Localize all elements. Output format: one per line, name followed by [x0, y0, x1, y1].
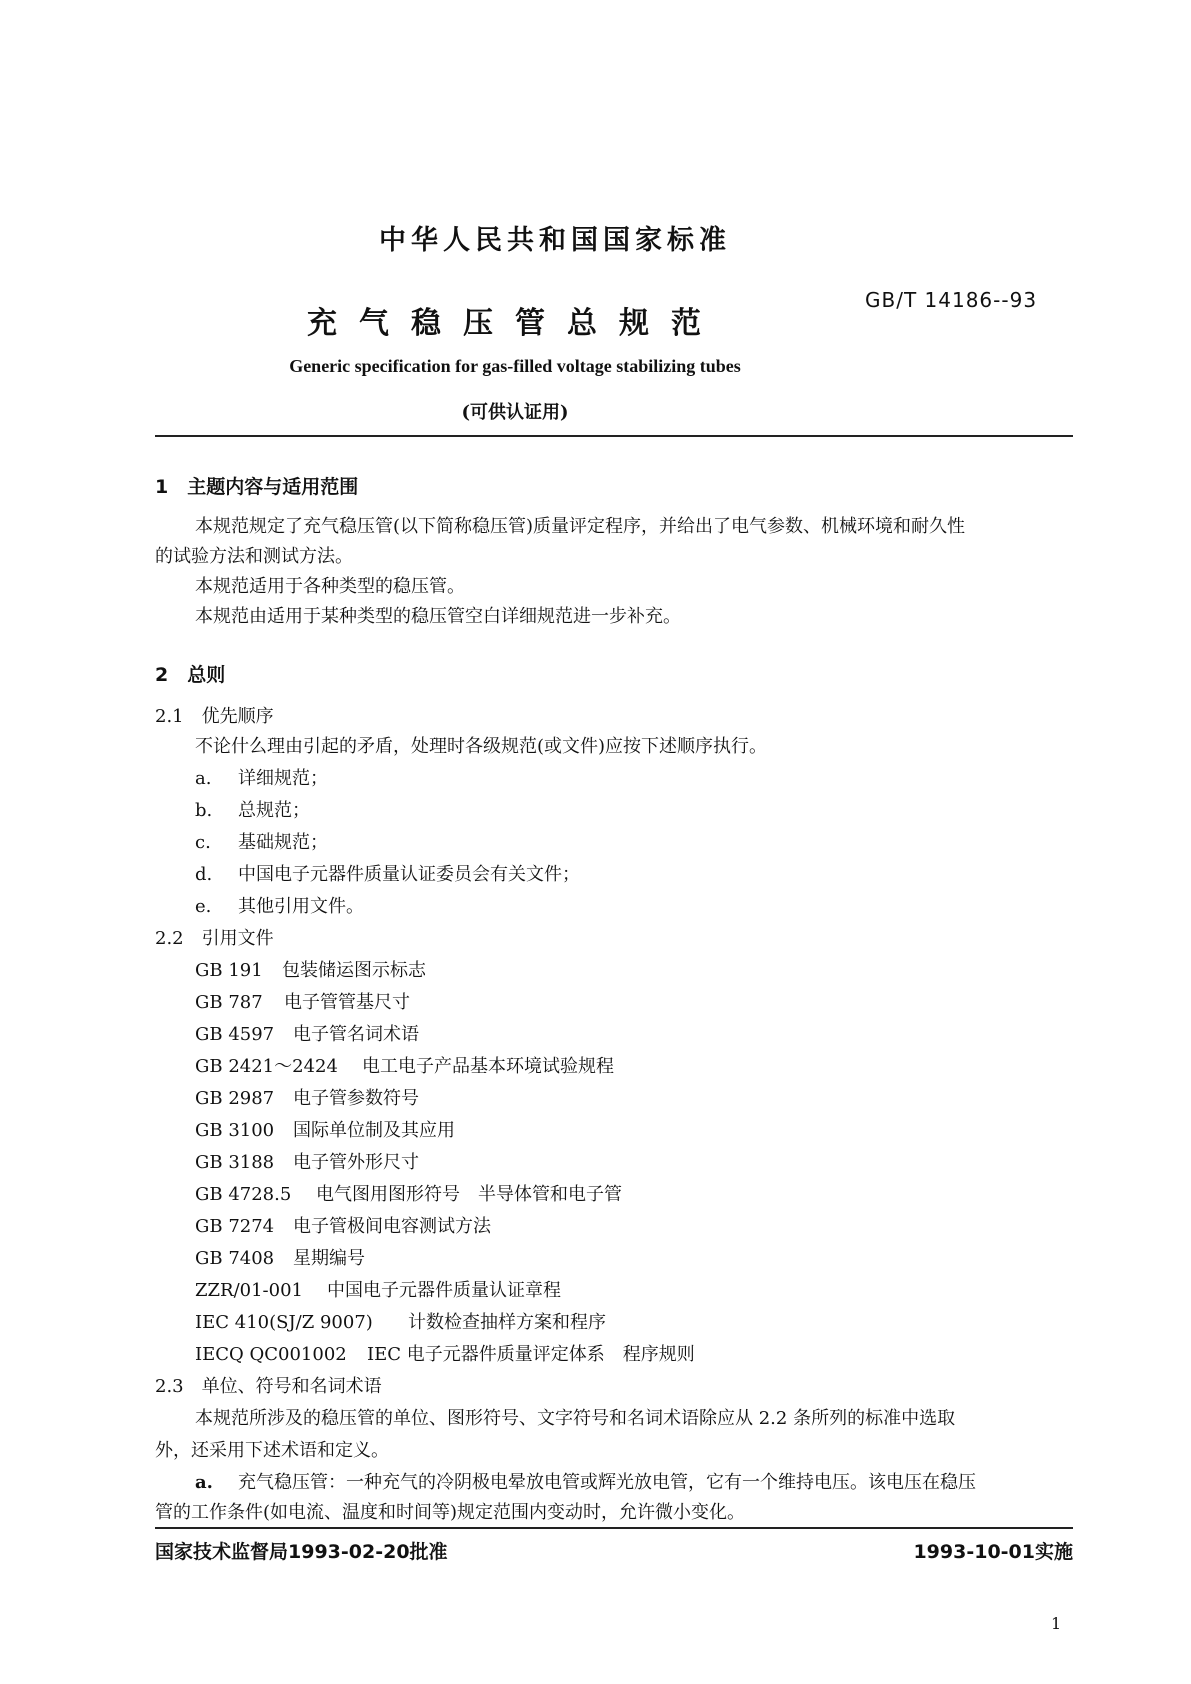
approval-line: 国家技术监督局1993-02-20批准 [155, 1541, 448, 1563]
reference-code: GB 7274 [195, 1216, 275, 1237]
reference-title: 电子管名词术语 [293, 1024, 419, 1045]
reference-title: IEC 电子元器件质量评定体系 程序规则 [367, 1344, 695, 1365]
definition-text-line: 充气稳压管：一种充气的冷阴极电晕放电管或辉光放电管，它有一个维持电压。该电压在稳压 [238, 1472, 976, 1493]
reference-code: ZZR/01-001 [195, 1280, 303, 1301]
list-item-text: 其他引用文件。 [238, 896, 364, 917]
list-item-text: 中国电子元器件质量认证委员会有关文件； [238, 864, 580, 885]
section-1-heading: 1 主题内容与适用范围 [155, 476, 359, 498]
definition-text-line: 管的工作条件(如电流、温度和时间等)规定范围内变动时，允许微小变化。 [155, 1502, 746, 1523]
reference-code: GB 2421～2424 [195, 1056, 338, 1077]
reference-title: 中国电子元器件质量认证章程 [327, 1280, 561, 1301]
section-1-paragraph: 本规范由适用于某种类型的稳压管空白详细规范进一步补充。 [195, 606, 681, 627]
reference-title: 电子管参数符号 [293, 1088, 419, 1109]
section-1-paragraph-line: 的试验方法和测试方法。 [155, 546, 353, 567]
reference-title: 电子管管基尺寸 [284, 992, 410, 1013]
header-divider [155, 435, 1073, 437]
reference-code: GB 4597 [195, 1024, 275, 1045]
reference-code: IECQ QC001002 [195, 1344, 347, 1365]
reference-code: GB 3100 [195, 1120, 275, 1141]
effective-date: 1993-10-01实施 [913, 1541, 1073, 1563]
reference-title: 计数检查抽样方案和程序 [408, 1312, 606, 1333]
page-number: 1 [1051, 1614, 1062, 1633]
reference-title: 电子管极间电容测试方法 [293, 1216, 491, 1237]
footer-divider [155, 1527, 1073, 1529]
section-2-3-heading: 2.3 单位、符号和名词术语 [155, 1376, 382, 1397]
section-2-3-paragraph-line: 外，还采用下述术语和定义。 [155, 1440, 389, 1461]
reference-code: GB 2987 [195, 1088, 275, 1109]
list-item-text: 总规范； [238, 800, 310, 821]
list-item-text: 详细规范； [238, 768, 328, 789]
reference-code: IEC 410(SJ/Z 9007) [195, 1312, 373, 1333]
reference-title: 国际单位制及其应用 [293, 1120, 455, 1141]
national-standard-title: 中华人民共和国国家标准 [379, 225, 731, 256]
list-item-label: d. [195, 864, 213, 885]
section-2-1-intro: 不论什么理由引起的矛盾，处理时各级规范(或文件)应按下述顺序执行。 [195, 736, 768, 757]
reference-title: 星期编号 [293, 1248, 365, 1269]
reference-code: GB 3188 [195, 1152, 275, 1173]
reference-code: GB 4728.5 [195, 1184, 292, 1205]
subtitle: (可供认证用) [461, 402, 569, 423]
reference-title: 电工电子产品基本环境试验规程 [362, 1056, 614, 1077]
reference-title: 电子管外形尺寸 [293, 1152, 419, 1173]
section-1-paragraph: 本规范适用于各种类型的稳压管。 [195, 576, 465, 597]
section-2-3-paragraph-line: 本规范所涉及的稳压管的单位、图形符号、文字符号和名词术语除应从 2.2 条所列的标准中选取 [195, 1408, 956, 1429]
section-2-2-heading: 2.2 引用文件 [155, 928, 274, 949]
english-title: Generic specification for gas-filled voltage stabilizing tubes [289, 356, 741, 376]
reference-title: 包装储运图示标志 [282, 960, 426, 981]
standard-number: GB/T 14186--93 [865, 288, 1038, 312]
reference-title: 电气图用图形符号 半导体管和电子管 [316, 1184, 622, 1205]
list-item-text: 基础规范； [238, 832, 328, 853]
reference-code: GB 787 [195, 992, 263, 1013]
document-title: 充气稳压管总规范 [307, 306, 723, 341]
list-item-label: b. [195, 800, 213, 821]
list-item-label: a. [195, 768, 212, 789]
definition-label: a. [195, 1472, 213, 1493]
section-2-1-heading: 2.1 优先顺序 [155, 706, 274, 727]
list-item-label: c. [195, 832, 211, 853]
section-1-paragraph-line: 本规范规定了充气稳压管(以下简称稳压管)质量评定程序，并给出了电气参数、机械环境和耐久性 [195, 516, 966, 537]
reference-code: GB 7408 [195, 1248, 275, 1269]
reference-code: GB 191 [195, 960, 263, 981]
section-2-heading: 2 总则 [155, 664, 226, 686]
list-item-label: e. [195, 896, 212, 917]
